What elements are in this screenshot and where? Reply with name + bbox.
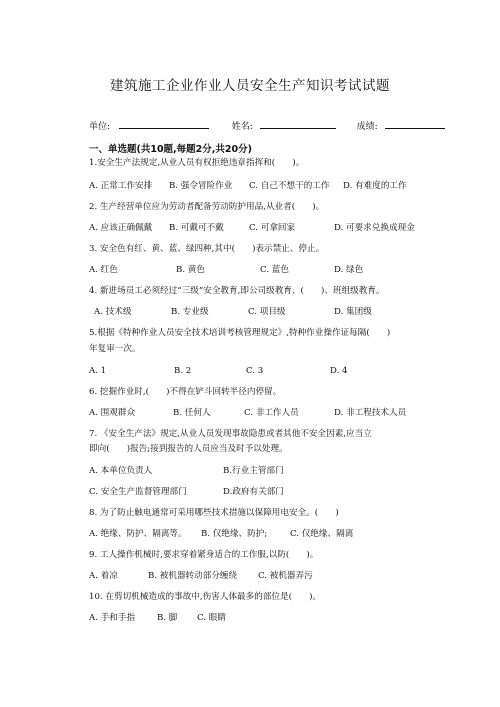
question-7-option-c[interactable]: C. 安全生产监督管理部门 (89, 487, 187, 497)
question-1-option-d[interactable]: D. 有难度的工作 (343, 181, 407, 191)
question-3-option-c[interactable]: C. 蓝色 (260, 265, 289, 275)
question-8-option-b[interactable]: B. 仅绝缘、防护; (201, 529, 268, 539)
question-6-text: 6. 挖掘作业时,( )不得在铲斗回转半径内停留。 (89, 387, 282, 397)
question-3-text: 3. 安全色有红、黄、蓝、绿四种,其中( )表示禁止、停止。 (89, 244, 325, 254)
name-label: 姓名: (231, 122, 253, 132)
question-3-option-a[interactable]: A. 红色 (89, 265, 118, 275)
question-4-option-a[interactable]: A. 技术级 (94, 307, 132, 317)
question-9-option-b[interactable]: B. 被机器转动部分缠绕 (148, 571, 238, 581)
question-6-options (89, 407, 406, 419)
question-7-options-row2 (89, 486, 284, 498)
info-row (89, 119, 440, 132)
question-1-text: 1.安全生产法规定,从业人员有权拒绝违章指挥和( )。 (89, 158, 305, 168)
question-4-option-d[interactable]: D. 集团级 (334, 307, 372, 317)
question-7-text-cont: 即向( )报告;接到报告的人员应当及时予以处理。 (89, 444, 288, 454)
question-6-option-a[interactable]: A. 围观群众 (89, 408, 136, 418)
question-9-options (89, 570, 313, 582)
question-1-option-b[interactable]: B. 强令冒险作业 (169, 181, 233, 191)
question-5-option-a[interactable]: A. 1 (89, 366, 107, 376)
question-10-option-c[interactable]: C. 眼睛 (197, 613, 226, 623)
question-5-option-d[interactable]: D. 4 (330, 366, 348, 376)
exam-title: 建筑施工企业作业人员安全生产知识考试试题 (110, 78, 390, 94)
question-6-option-b[interactable]: B. 任何人 (173, 408, 211, 418)
question-5-options (89, 365, 348, 377)
question-2-text: 2. 生产经营单位应为劳动者配备劳动防护用品,从业者( )。 (89, 202, 325, 212)
question-7-text: 7. 《安全生产法》规定,从业人员发现事故隐患或者其他不安全因素,应当立 (89, 429, 372, 439)
question-2-options (89, 222, 415, 234)
question-8-text: 8. 为了防止触电通常可采用哪些技术措施以保障用电安全。( ) (89, 508, 339, 518)
question-4-option-c[interactable]: C. 项目级 (248, 307, 286, 317)
question-7-option-d[interactable]: D.政府有关部门 (223, 487, 284, 497)
question-2-option-b[interactable]: B. 可戴可不戴 (169, 223, 224, 233)
question-3-option-b[interactable]: B. 黄色 (176, 265, 205, 275)
question-5-text: 5.根据《特种作业人员安全技术培训考核管理规定》,特种作业操作证每隔( ) (89, 328, 391, 338)
question-5-option-c[interactable]: C. 3 (246, 366, 264, 376)
question-9-option-a[interactable]: A. 着凉 (89, 571, 118, 581)
question-10-option-a[interactable]: A. 手和手指 (89, 613, 136, 623)
question-5-option-b[interactable]: B. 2 (174, 366, 192, 376)
question-8-option-a[interactable]: A. 绝缘、防护、隔离等。 (89, 529, 187, 539)
question-4-options (94, 306, 372, 318)
question-6-option-c[interactable]: C. 非工作人员 (244, 408, 299, 418)
question-1-options (89, 180, 407, 192)
section-heading: 一、单选题(共10题,每题2分,共20分) (89, 144, 252, 155)
question-7-options-row1 (89, 465, 284, 477)
question-2-option-d[interactable]: D. 可要求兑换成现金 (334, 223, 415, 233)
unit-blank[interactable] (119, 119, 209, 129)
score-blank[interactable] (385, 119, 445, 129)
question-3-option-d[interactable]: D. 绿色 (334, 265, 364, 275)
question-10-text: 10. 在剪切机械造成的事故中,伤害人体最多的部位是( )。 (89, 592, 322, 602)
question-2-option-c[interactable]: C. 可拿回家 (249, 223, 296, 233)
question-4-text: 4. 新进场员工必须经过“三级”安全教育,即公司级教育、( )、班组级教育。 (89, 286, 385, 296)
question-3-options (89, 264, 363, 276)
question-7-option-a[interactable]: A. 本单位负责人 (89, 466, 153, 476)
question-9-text: 9. 工人操作机械时,要求穿着紧身适合的工作服,以防( )。 (89, 550, 319, 560)
question-1-option-a[interactable]: A. 正常工作安排 (89, 181, 153, 191)
question-10-option-b[interactable]: B. 脚 (157, 613, 178, 623)
question-10-options (89, 612, 226, 624)
question-9-option-c[interactable]: C. 被机器弄污 (258, 571, 313, 581)
name-blank[interactable] (260, 119, 336, 129)
question-8-option-c[interactable]: C. 仅绝缘、隔离 (290, 529, 354, 539)
question-6-option-d[interactable]: D. 非工程技术人员 (334, 408, 407, 418)
question-7-option-b[interactable]: B.行业主管部门 (223, 466, 284, 476)
question-2-option-a[interactable]: A. 应该正确佩戴 (89, 223, 153, 233)
question-4-option-b[interactable]: B. 专业级 (171, 307, 209, 317)
score-label: 成绩: (356, 122, 378, 132)
question-8-options (89, 528, 353, 540)
question-1-option-c[interactable]: C. 自己不想干的工作 (249, 181, 330, 191)
question-5-text-cont: 年复审一次。 (89, 344, 141, 354)
unit-label: 单位: (89, 122, 111, 132)
